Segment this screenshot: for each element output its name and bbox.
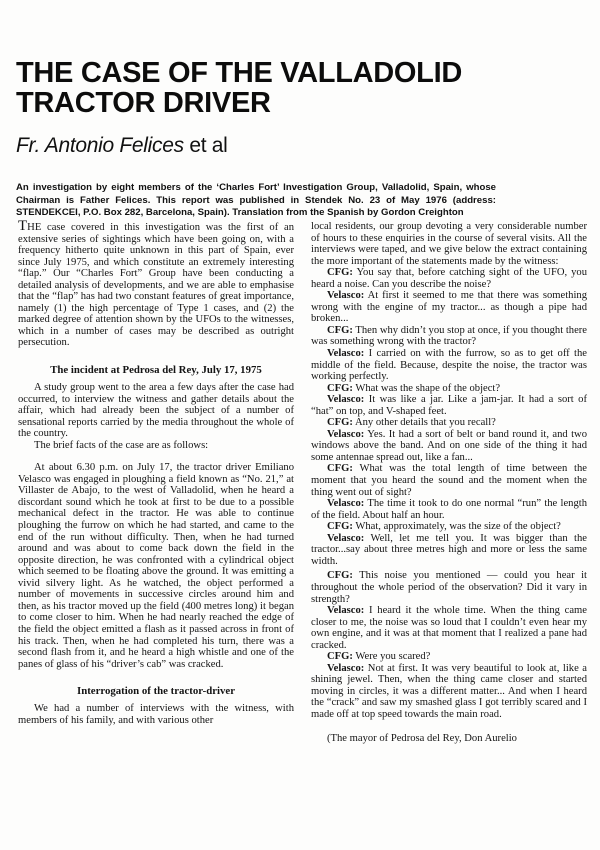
speaker-label: Velasco: <box>327 428 365 440</box>
paragraph-brief-facts: The brief facts of the case are as follows: <box>34 439 209 451</box>
dialogue-line: Velasco: Yes. It had a sort of belt or band round it, and two windows above the band. And on one side of the thing it had some antennae spread out, like a fan... <box>311 428 587 463</box>
dialogue-line: Velasco: At first it seemed to me that there was something wrong with the engine of my tractor... as though a pipe had broken... <box>311 290 587 325</box>
dialogue-line: Velasco: Not at first. It was very beautiful to look at, like a shining jewel. Then, when the thing came closer and started moving in circles, it was a different matter... And when I heard the “crack” and saw my smashed glass I got terribly scared and I made off at top speed towards the main road. <box>311 662 587 720</box>
speaker-label: CFG: <box>327 651 353 663</box>
interview-transcript <box>311 267 587 720</box>
title-line-1: THE CASE OF THE VALLADOLID <box>16 57 462 89</box>
speaker-label: CFG: <box>327 521 353 533</box>
speaker-label: CFG: <box>327 463 353 475</box>
paragraph-mayor-continued: (The mayor of Pedrosa del Rey, Don Aurelio <box>327 732 517 744</box>
dialogue-line: Velasco: The time it took to do one normal “run” the length of the field. About half an hour. <box>311 498 587 521</box>
dialogue-line: Velasco: Well, let me tell you. It was bigger than the tractor...say about three metres high and more or less the same width. <box>311 532 587 567</box>
paragraph-incident-details: At about 6.30 p.m. on July 17, the tractor driver Emiliano Velasco was engaged in ploughing a field known as “No. 21,” at Villaster de Abajo, to the west of Valladolid, when he heard a discordant sound which he took at first to be due to a possible mechanical defect in the tractor. He was able to continue ploughing the furrow on which he had started, and came to the end of the run without difficulty. Then, when he had turned around and was about to come back down the field in the opposite direction, he was confronted with a cylindrical object which seemed to be floating above the ground. It was emitting a vivid silvery light. As he watched, the object performed a number of movements in successive circles around him and then, as his tractor moved up the field (400 metres long) it began to come closer to him. When he had nearly reached the edge of the field the object emitted a flash as it passed across in front of his track. Then, when he had completed his turn, there was a second flash from it, and he heard a high whistle and one of the panes of glass of his “driver’s cab” was cracked. <box>18 462 294 670</box>
paragraph-interviews: We had a number of interviews with the witness, with members of his family, and with various other <box>18 703 294 726</box>
speaker-label: CFG: <box>327 382 353 394</box>
author-suffix: et al <box>183 134 228 157</box>
author-name: Fr. Antonio Felices <box>16 134 184 157</box>
opening-paragraph: THE case covered in this investigation was the first of an extensive series of sightings which have been going on, with a frequency hitherto quite unknown in this part of Spain, ever since July 1975, and which constitute an extremely interesting “flap.” Our “Charles Fort” Group have been conducting a detailed analysis of developments, and we are able to emphasise that the “flap” has had two constant features of great importance, namely (1) the high percentage of Type 1 cases, and (2) the marked degree of attention shown by the UFOs to the witnesses, which in a number of cases may be described as outright persecution. <box>18 218 294 349</box>
speaker-label: CFG: <box>327 267 353 279</box>
dialogue-line: CFG: What was the total length of time between the moment that you heard the sound and the moment when the thing went out of sight? <box>311 463 587 498</box>
speaker-label: Velasco: <box>327 348 365 360</box>
title-line-2: TRACTOR DRIVER <box>16 87 271 119</box>
dialogue-line: CFG: What was the shape of the object? <box>327 382 501 394</box>
article-title <box>16 58 576 118</box>
dialogue-line: CFG: What, approximately, was the size of the object? <box>327 521 561 533</box>
dialogue-line: Velasco: It was like a jar. Like a jam-jar. It had a sort of “hat” on top, and V-shaped feet. <box>311 394 587 417</box>
speaker-label: CFG: <box>327 570 353 582</box>
speaker-label: Velasco: <box>327 394 365 406</box>
speaker-label: Velasco: <box>327 532 365 544</box>
dialogue-line: Velasco: I carried on with the furrow, so as to get off the middle of the field. Because, despite the noise, the tractor was working perfectly. <box>311 348 587 383</box>
section-heading-incident: The incident at Pedrosa del Rey, July 17, 1975 <box>50 364 262 377</box>
dialogue-line: CFG: Then why didn’t you stop at once, if you thought there was something wrong with the tractor? <box>311 324 587 348</box>
paragraph-local-residents: local residents, our group devoting a very considerable number of hours to these enquiries in the course of several visits. All the interviews were taped, and we give below the extract containing the more important of the statements made by the witness: <box>311 221 587 267</box>
speaker-label: Velasco: <box>327 662 365 674</box>
author-byline <box>16 134 228 158</box>
speaker-label: Velasco: <box>327 605 365 617</box>
drop-cap: T <box>18 218 28 234</box>
paragraph-study-group: A study group went to the area a few days after the case had occurred, to interview the witness and gather details about the affair, which had already been the subject of a number of sensational reports carried by the media throughout the whole of the country. <box>18 382 294 440</box>
speaker-label: CFG: <box>327 417 353 429</box>
dialogue-line: CFG: This noise you mentioned — could you hear it throughout the whole period of the observation? Did it vary in strength? <box>311 570 587 605</box>
left-column <box>18 218 294 726</box>
speaker-label: Velasco: <box>327 290 365 302</box>
speaker-label: CFG: <box>327 324 353 336</box>
right-column <box>311 221 587 744</box>
dialogue-line: CFG: Were you scared? <box>327 651 431 663</box>
dialogue-line: CFG: You say that, before catching sight of the UFO, you heard a noise. Can you describe the noise? <box>311 267 587 290</box>
article-standfirst: An investigation by eight members of the ‘Charles Fort’ Investigation Group, Valladolid, Spain, whose Chairman is Father Felices. This report was published in Stendek No. 23 of May 1976 (address: STENDEKCEI, P.O. Box 282, Barcelona, Spain). Translation from the Spanish by Gordon Creighton <box>16 182 496 219</box>
dialogue-line: Velasco: I heard it the whole time. When the thing came closer to me, the noise was so loud that I couldn’t even hear my own engine, and it was at that moment that I realized a pane had cracked. <box>311 605 587 651</box>
speaker-label: Velasco: <box>327 498 365 510</box>
dialogue-line: CFG: Any other details that you recall? <box>327 417 496 429</box>
section-heading-interrogation: Interrogation of the tractor-driver <box>77 685 235 698</box>
